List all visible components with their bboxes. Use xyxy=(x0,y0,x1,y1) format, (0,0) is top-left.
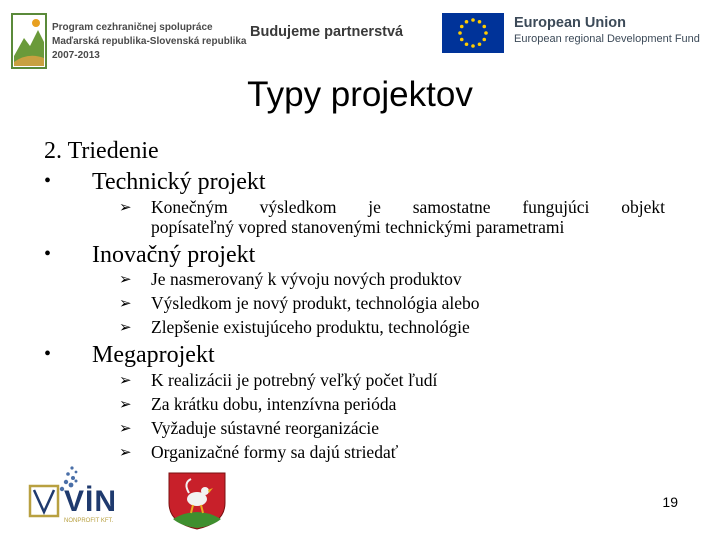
sub-item-text: popísateľný vopred stanovenými technickými parametrami xyxy=(151,217,565,237)
program-logo xyxy=(10,12,250,70)
arrow-bullet-icon: ➢ xyxy=(119,395,132,413)
arrow-bullet-icon: ➢ xyxy=(119,270,132,288)
arrow-bullet-icon: ➢ xyxy=(119,318,132,336)
arrow-bullet-icon: ➢ xyxy=(119,443,132,461)
slide-title: Typy projektov xyxy=(247,75,473,114)
sub-item-text: Vyžaduje sústavné reorganizácie xyxy=(151,418,380,438)
item-technicky: Technický projekt xyxy=(92,169,266,195)
sub-item-text: Konečným výsledkom je samostatne fungujúci objekt xyxy=(151,197,665,217)
sub-item-text: Výsledkom je nový produkt, technológia alebo xyxy=(151,293,480,313)
partnership-slogan: Budujeme partnerstvá xyxy=(250,24,404,40)
item-megaprojekt: Megaprojekt xyxy=(92,342,215,368)
program-line-1: Program cezhraničnej spolupráce xyxy=(52,22,213,33)
arrow-bullet-icon: ➢ xyxy=(119,294,132,312)
eu-star-icon xyxy=(458,31,462,35)
sub-item-text: K realizácii je potrebný veľký počet ľudí xyxy=(151,370,438,390)
eu-star-icon xyxy=(465,20,469,24)
item-inovacny: Inovačný projekt xyxy=(92,242,256,268)
arrow-bullet-icon: ➢ xyxy=(119,419,132,437)
eu-star-icon xyxy=(465,42,469,46)
program-line-3: 2007-2013 xyxy=(52,50,100,61)
bullet-icon: • xyxy=(44,170,52,192)
sub-item-text: Za krátku dobu, intenzívna perióda xyxy=(151,394,397,414)
bullet-icon: • xyxy=(44,343,52,365)
coat-of-arms-icon xyxy=(163,469,231,531)
arrow-bullet-icon: ➢ xyxy=(119,198,132,216)
eu-subtitle: European regional Development Fund xyxy=(514,33,700,45)
eu-star-icon xyxy=(471,18,475,22)
page-number: 19 xyxy=(662,494,678,510)
eu-star-icon xyxy=(471,44,475,48)
sub-item-text: Je nasmerovaný k vývoju nových produktov xyxy=(151,269,462,289)
arrow-bullet-icon: ➢ xyxy=(119,371,132,389)
vin-tagline: NONPROFIT KFT. xyxy=(64,518,114,524)
eu-star-icon xyxy=(482,38,486,42)
vin-wordmark: VİN xyxy=(64,485,118,518)
sub-item-text: Zlepšenie existujúceho produktu, technológie xyxy=(151,317,470,337)
eu-star-icon xyxy=(478,20,482,24)
program-line-2: Maďarská republika-Slovenská republika xyxy=(52,36,247,47)
eu-title: European Union xyxy=(514,15,626,31)
vin-logo xyxy=(26,464,156,526)
section-heading: 2. Triedenie xyxy=(44,138,159,164)
eu-star-icon xyxy=(460,25,464,29)
eu-star-icon xyxy=(478,42,482,46)
mountains-icon xyxy=(10,12,48,70)
eu-star-icon xyxy=(460,38,464,42)
eu-flag-icon xyxy=(442,13,504,53)
eu-star-icon xyxy=(482,25,486,29)
eu-star-icon xyxy=(484,31,488,35)
bullet-icon: • xyxy=(44,243,52,265)
sub-item-text: Organizačné formy sa dajú striedať xyxy=(151,442,399,462)
